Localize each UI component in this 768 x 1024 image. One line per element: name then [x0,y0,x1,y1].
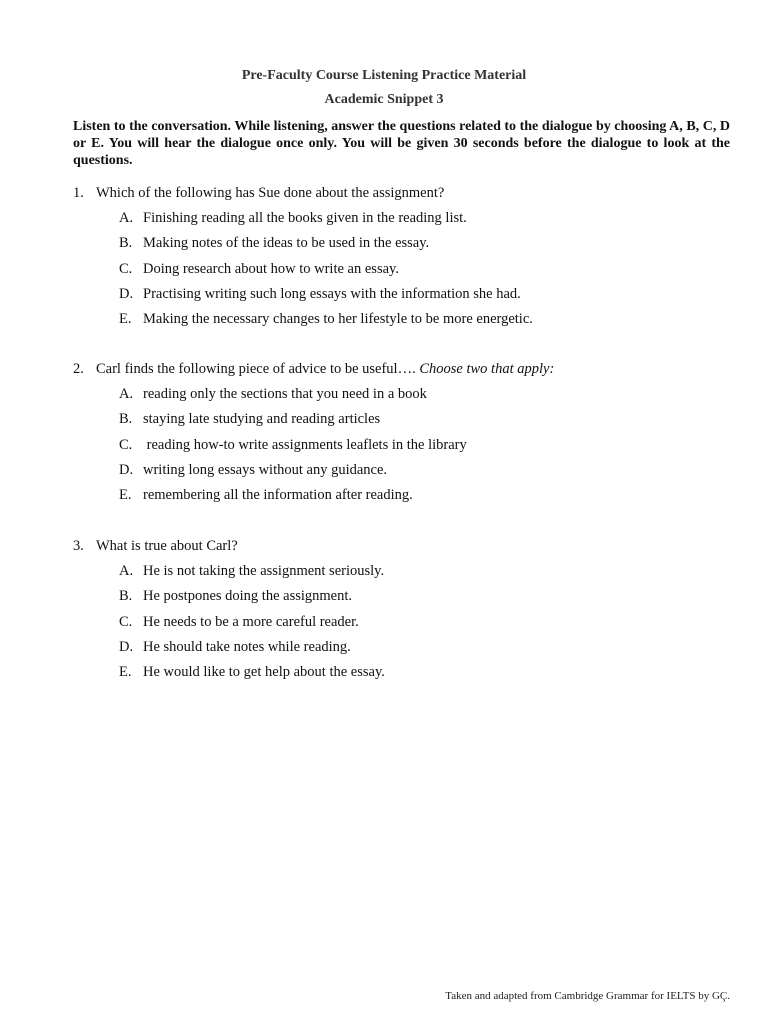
question-text-italic: Choose two that apply: [419,361,555,377]
question-text: What is true about Carl? [96,538,238,554]
option-b [119,411,719,436]
option-a [119,386,719,411]
option-letter: D. [119,638,134,655]
option-text: remembering all the information after reading. [143,487,413,504]
option-letter: C. [119,260,133,277]
question-text [96,361,554,378]
option-letter: C. [119,613,133,630]
option-letter: A. [119,386,134,402]
option-letter: E. [119,664,132,681]
option-text: writing long essays without any guidance. [143,461,388,478]
option-d [119,286,719,311]
question-2-options [119,386,719,512]
question-3-options [119,563,719,689]
option-letter: B. [119,588,133,605]
option-b [119,588,719,613]
option-c [119,261,719,286]
option-letter: B. [119,411,133,428]
option-text: He should take notes while reading. [143,638,351,655]
question-number: 2. [73,361,84,377]
option-text: He is not taking the assignment seriously. [143,563,385,579]
option-e [119,487,719,512]
option-text: Doing research about how to write an essay. [143,260,399,277]
option-text: Finishing reading all the books given in the reading list. [143,210,467,226]
option-text: He would like to get help about the essay. [143,664,385,681]
document-subtitle: Academic Snippet 3 [324,92,444,107]
instructions: Listen to the conversation. While listening, answer the questions related to the dialogue by choosing A, B, C, D or E. You will hear the dialogue once only. You will be given 30 seconds before the dialogue to look at the questions. [73,119,730,168]
option-letter: A. [119,210,134,226]
option-text: staying late studying and reading articles [143,411,381,428]
option-d [119,462,719,487]
option-text: Making the necessary changes to her lifestyle to be more energetic. [143,311,533,328]
option-letter: E. [119,311,132,328]
question-number: 3. [73,538,84,554]
option-letter: D. [119,285,134,302]
option-c [119,437,719,462]
option-letter: E. [119,487,132,504]
option-d [119,639,719,664]
option-c [119,614,719,639]
option-a [119,210,719,235]
footer-note: Taken and adapted from Cambridge Grammar for IELTS by GÇ. [445,990,730,1002]
option-text: Making notes of the ideas to be used in the essay. [143,235,430,252]
option-text: He needs to be a more careful reader. [143,613,359,630]
option-letter: D. [119,461,134,478]
option-text: reading only the sections that you need in a book [143,386,427,402]
document-title: Pre-Faculty Course Listening Practice Material [241,68,527,83]
option-letter: A. [119,563,134,579]
option-e [119,311,719,336]
option-letter: B. [119,235,133,252]
option-a [119,563,719,588]
option-text: Practising writing such long essays with the information she had. [143,285,521,302]
option-e [119,664,719,689]
question-text-main: Carl finds the following piece of advice to be useful…. [96,361,420,377]
option-text: reading how-to write assignments leaflets in the library [143,436,467,453]
question-number: 1. [73,185,84,201]
option-text: He postpones doing the assignment. [143,588,353,605]
option-letter: C. [119,436,133,453]
question-1-options [119,210,719,336]
question-text: Which of the following has Sue done about the assignment? [96,185,445,201]
option-b [119,235,719,260]
